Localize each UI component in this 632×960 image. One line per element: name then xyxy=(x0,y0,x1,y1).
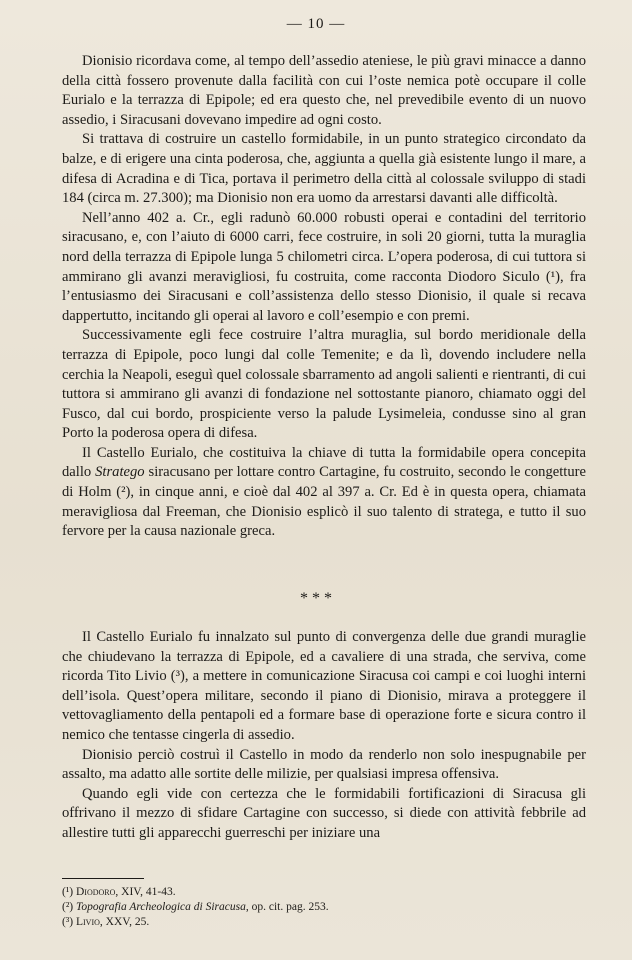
paragraph-7 xyxy=(62,746,586,785)
footnote-3-mark: (³) xyxy=(62,916,74,928)
paragraph-8-text: Quando egli vide con certezza che le formidabili fortificazioni di Siracusa gli offrivano il mezzo di sfidare Cartagine con successo, si diede con attività febbrile ad allestire tutti gli apparecchi guerreschi per iniziare una xyxy=(62,785,586,841)
footnote-3-text: , XXV, 25. xyxy=(99,916,150,928)
footnote-2-title: Topografia Archeologica di Siracusa xyxy=(75,901,246,913)
footnote-3 xyxy=(62,915,562,930)
footnote-1-text: , XIV, 41-43. xyxy=(115,886,176,898)
main-text-upper xyxy=(62,52,586,542)
paragraph-5-italic: Stratego xyxy=(95,464,145,481)
paragraph-2-text: Si trattava di costruire un castello formidabile, in un punto strategico circondato da balze, e di erigere una cinta poderosa, che, aggiunta a quella già esistente lungo il mare, a difesa di Acradina e di Tica, portava il perimetro della città al colossale sviluppo di stadi 184 (circa m. 27.300); ma Dionisio non era uomo da arrestarsi davanti alle difficoltà. xyxy=(62,131,586,207)
footnotes xyxy=(62,885,562,930)
paragraph-1-text: Dionisio ricordava come, al tempo dell’assedio ateniese, le più gravi minacce a danno della città fossero provenute dalla facilità con cui l’oste nemica potè occupare il colle Eurialo e la terrazza di Epipole; ed era questo che, nel prevedibile evento di un nuovo assedio, i Siracusani dovevano impedire ad ogni costo. xyxy=(62,53,586,128)
page-number: — 10 — xyxy=(286,16,346,32)
section-separator: * * * xyxy=(300,590,332,607)
paragraph-8 xyxy=(62,785,586,844)
footnote-2-mark: (²) xyxy=(62,901,74,913)
paragraph-2 xyxy=(62,130,586,208)
paragraph-6-text: Il Castello Eurialo fu innalzato sul punto di convergenza delle due grandi muraglie che chiudevano la terrazza di Epipole, ed a cavaliere di una strada, che serviva, come ricorda Tito Livio (³), a mettere in comunicazione Siracusa coi campi e coi luoghi interni dell’isola. Quest’opera militare, secondo il piano di Dionisio, mirava a proteggere il vettovagliamento della pentapoli ed a formare base di operazione forte e sicura contro il nemico che tentasse cingerla di assedio. xyxy=(62,629,586,743)
paragraph-1 xyxy=(62,52,586,130)
paragraph-7-text: Dionisio perciò costruì il Castello in modo da renderlo non solo inespugnabile per assalto, ma adatto alle sortite delle milizie, per qualsiasi impresa offensiva. xyxy=(62,746,586,783)
footnote-rule xyxy=(62,878,144,879)
paragraph-5 xyxy=(62,444,586,542)
footnote-3-author: Livio xyxy=(75,916,100,928)
paragraph-3 xyxy=(62,209,586,327)
paragraph-4 xyxy=(62,326,586,444)
paragraph-5-text-b: siracusano per lottare contro Cartagine, fu costruito, secondo le congetture di Holm (²), in cinque anni, e cioè dal 402 al 397 a. Cr. Ed è in questa opera, chiamata meravigliosa dal Freeman, che Dionisio esplicò il suo talento di stratega, e tutto il suo fervore per la causa nazionale greca. xyxy=(62,464,586,540)
footnote-1-mark: (¹) xyxy=(62,886,74,898)
footnote-1-author: Diodoro xyxy=(75,886,116,898)
footnote-2-text: , op. cit. pag. 253. xyxy=(245,901,329,913)
footnote-2 xyxy=(62,900,562,915)
footnote-1 xyxy=(62,885,562,900)
main-text-lower xyxy=(62,628,586,844)
paragraph-6 xyxy=(62,628,586,746)
paragraph-5-text-a: Il Castello Eurialo, che costituiva la chiave di tutta la formidabile opera concepita dallo xyxy=(62,444,586,481)
paragraph-3-text: Nell’anno 402 a. Cr., egli radunò 60.000 robusti operai e contadini del territorio siracusano, e, con l’aiuto di 6000 carri, fece costruire, in soli 20 giorni, tutta la muraglia nord della terrazza di Epipole lunga 5 chilometri circa. L’opera poderosa, di cui tuttora si ammirano gli avanzi meravigliosi, fu costruita, come racconta Diodoro Siculo (¹), fra l’entusiasmo dei Siracusani e coll’assistenza dello stesso Dionisio, il quale si recava dappertutto, incitando gli operai al lavoro e coll’esempio e con premi. xyxy=(62,209,586,324)
paragraph-4-text: Successivamente egli fece costruire l’altra muraglia, sul bordo meridionale della terrazza di Epipole, poco lungi dal colle Temenite; e da lì, dovendo includere nella cerchia la Neapoli, eseguì quel colossale sbarramento ad angoli salienti e rientranti, di cui tuttora si ammirano gli avanzi di fondazione nel sottostante pianoro, chiamato oggi del Fusco, dal cui bordo, prospiciente verso la palude Lysimeleia, condusse sino al gran Porto la poderosa opera di difesa. xyxy=(62,327,586,442)
